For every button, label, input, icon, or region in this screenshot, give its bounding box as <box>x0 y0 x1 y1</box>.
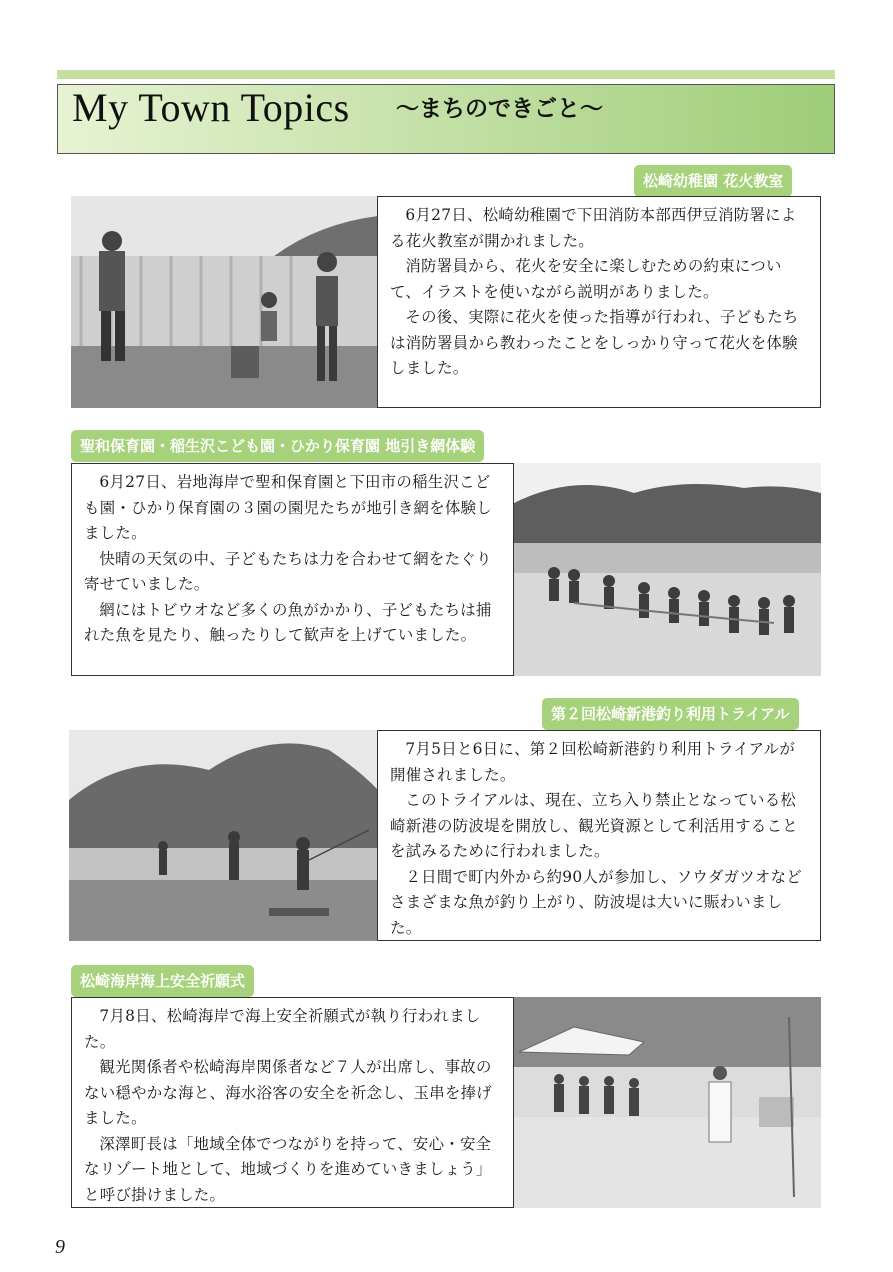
fireworks-class-photo <box>71 196 378 408</box>
section-text-safety-ceremony <box>71 997 514 1208</box>
section-label-fireworks: 松崎幼稚園 花火教室 <box>634 165 792 197</box>
page-header <box>57 84 835 154</box>
section-label-safety-ceremony: 松崎海岸海上安全祈願式 <box>71 965 254 997</box>
page-number: 9 <box>55 1236 65 1258</box>
paragraph: 7月5日と6日に、第２回松崎新港釣り利用トライアルが開催されました。 <box>390 740 796 784</box>
paragraph: 観光関係者や松崎海岸関係者など７人が出席し、事故のない穏やかな海と、海水浴客の安全を祈念し、玉串を捧げました。 <box>84 1058 492 1127</box>
paragraph: ２日間で町内外から約90人が参加し、ソウダガツオなどさまざまな魚が釣り上がり、防波堤は大いに賑わいました。 <box>390 867 802 937</box>
page-subtitle: 〜まちのできごと〜 <box>396 96 603 122</box>
paragraph: 消防署員から、花火を安全に楽しむための約束について、イラストを使いながら説明がありました。 <box>390 257 782 301</box>
paragraph: 深澤町長は「地域全体でつながりを持って、安心・安全なリゾート地として、地域づくりを進めていきましょう」と呼び掛けました。 <box>84 1134 492 1204</box>
safety-ceremony-photo <box>514 997 821 1208</box>
paragraph: 6月27日、松崎幼稚園で下田消防本部西伊豆消防署による花火教室が開かれました。 <box>390 206 797 250</box>
beach-seine-photo <box>514 463 821 676</box>
fishing-trial-photo <box>69 730 378 941</box>
paragraph: 快晴の天気の中、子どもたちは力を合わせて網をたぐり寄せていました。 <box>84 549 492 593</box>
paragraph: このトライアルは、現在、立ち入り禁止となっている松崎新港の防波堤を開放し、観光資源として利活用することを試みるために行われました。 <box>390 791 798 860</box>
paragraph: 7月8日、松崎海岸で海上安全祈願式が執り行われました。 <box>84 1007 481 1051</box>
header-accent-bar <box>57 70 835 79</box>
page-title: My Town Topics <box>72 85 350 130</box>
section-label-fishing-trial: 第２回松崎新港釣り利用トライアル <box>542 698 799 730</box>
section-text-fireworks <box>377 196 821 408</box>
section-text-fishing-trial <box>377 730 821 941</box>
paragraph: 6月27日、岩地海岸で聖和保育園と下田市の稲生沢こども園・ひかり保育園の３園の園児たちが地引き網を体験しました。 <box>84 473 492 542</box>
section-text-seine-net <box>71 463 514 676</box>
paragraph: その後、実際に花火を使った指導が行われ、子どもたちは消防署員から教わったことをしっかり守って花火を体験しました。 <box>390 308 799 377</box>
paragraph: 網にはトビウオなど多くの魚がかかり、子どもたちは捕れた魚を見たり、触ったりして歓声を上げていました。 <box>84 600 492 644</box>
section-label-seine-net: 聖和保育園・稲生沢こども園・ひかり保育園 地引き網体験 <box>71 430 484 462</box>
